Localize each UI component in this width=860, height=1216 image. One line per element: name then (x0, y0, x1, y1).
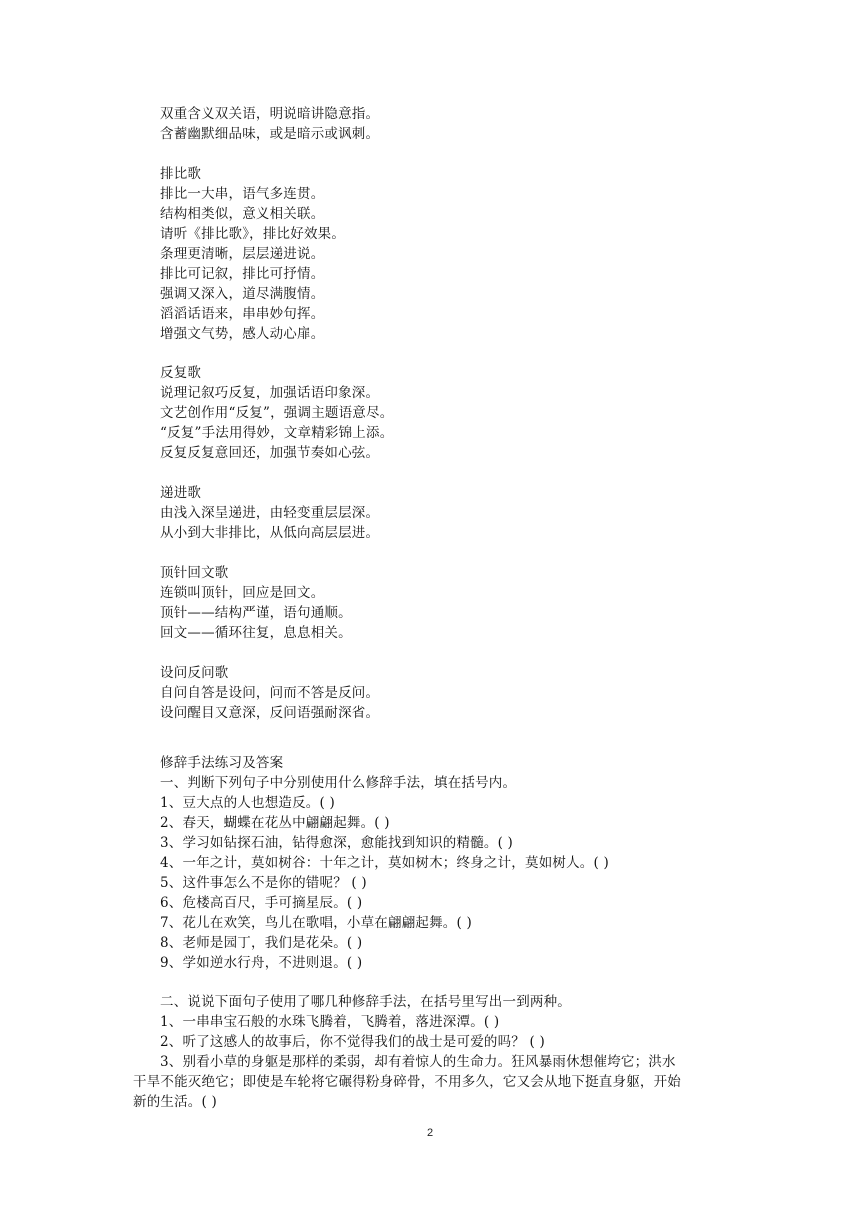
text-line: 从小到大非排比，从低向高层层进。 (160, 525, 380, 541)
section-question-song (160, 663, 760, 723)
exercise-part2 (160, 992, 760, 1052)
exercise-item: 2、春天，蝴蝶在花丛中翩翩起舞。( ) (160, 815, 390, 831)
text-line: 文艺创作用“反复”，强调主题语意尽。 (160, 405, 394, 421)
text-line: 说理记叙巧反复，加强话语印象深。 (160, 385, 380, 401)
text-line: 顶针——结构严谨，语句通顺。 (160, 605, 352, 621)
section-heading: 递进歌 (160, 485, 202, 501)
exercise-item: 2、听了这感人的故事后，你不觉得我们的战士是可爱的吗？ ( ) (160, 1034, 545, 1050)
section-anadiplosis-song (160, 563, 760, 643)
text-line: “反复”手法用得妙，文章精彩锦上添。 (160, 425, 394, 441)
text-line: 反复反复意回还，加强节奏如心弦。 (160, 445, 380, 461)
exercise-item: 6、危楼高百尺，手可摘星辰。( ) (160, 895, 363, 911)
text-line: 自问自答是设问，问而不答是反问。 (160, 685, 380, 701)
text-line: 设问醒目又意深，反问语强耐深省。 (160, 705, 380, 721)
section-heading: 反复歌 (160, 365, 202, 381)
exercise-item: 1、豆大点的人也想造反。( ) (160, 795, 335, 811)
exercise-item: 8、老师是园丁，我们是花朵。( ) (160, 935, 363, 951)
text-line: 增强文气势，感人动心扉。 (160, 326, 325, 342)
paragraph-line: 新的生活。( ) (133, 1094, 217, 1110)
section-pun-rhyme (160, 104, 760, 144)
exercise-item: 7、花儿在欢笑，鸟儿在歌唱，小草在翩翩起舞。( ) (160, 915, 472, 931)
text-line: 排比一大串，语气多连贯。 (160, 186, 325, 202)
part1-heading: 一、判断下列句子中分别使用什么修辞手法，填在括号内。 (160, 775, 517, 791)
exercise-title: 修辞手法练习及答案 (160, 755, 284, 771)
page-number: 2 (426, 1127, 434, 1139)
exercise-part1 (160, 753, 760, 973)
paragraph-line: 3、别看小草的身躯是那样的柔弱，却有着惊人的生命力。狂风暴雨休想催垮它；洪水 (160, 1054, 676, 1070)
text-line: 连锁叫顶针，回应是回文。 (160, 585, 325, 601)
text-line: 条理更清晰，层层递进说。 (160, 246, 325, 262)
exercise-item: 5、这件事怎么不是你的错呢？ ( ) (160, 875, 367, 891)
exercise-item-3 (133, 1052, 753, 1112)
text-line: 含蓄幽默细品味，或是暗示或讽刺。 (160, 126, 380, 142)
exercise-item: 1、一串串宝石般的水珠飞腾着，飞腾着，落进深潭。( ) (160, 1014, 500, 1030)
part2-heading: 二、说说下面句子使用了哪几种修辞手法，在括号里写出一到两种。 (160, 994, 571, 1010)
text-line: 强调又深入，道尽满腹情。 (160, 286, 325, 302)
section-climax-song (160, 483, 760, 543)
exercise-item: 9、学如逆水行舟，不进则退。( ) (160, 955, 363, 971)
text-line: 结构相类似，意义相关联。 (160, 206, 325, 222)
section-repetition-song (160, 363, 760, 463)
exercise-item: 4、一年之计，莫如树谷：十年之计，莫如树木；终身之计，莫如树人。( ) (160, 855, 609, 871)
paragraph-line: 干旱不能灭绝它；即使是车轮将它碾得粉身碎骨，不用多久，它又会从地下挺直身躯，开始 (133, 1074, 681, 1090)
text-line: 滔滔话语来，串串妙句挥。 (160, 306, 325, 322)
text-line: 请听《排比歌》，排比好效果。 (160, 226, 346, 242)
section-heading: 设问反问歌 (160, 665, 229, 681)
text-line: 由浅入深呈递进，由轻变重层层深。 (160, 505, 380, 521)
section-heading: 顶针回文歌 (160, 565, 229, 581)
text-line: 双重含义双关语，明说暗讲隐意指。 (160, 106, 380, 122)
section-parallelism-song (160, 164, 760, 344)
section-heading: 排比歌 (160, 166, 202, 182)
text-line: 排比可记叙，排比可抒情。 (160, 266, 325, 282)
exercise-item: 3、学习如钻探石油，钻得愈深，愈能找到知识的精髓。( ) (160, 835, 514, 851)
text-line: 回文——循环往复，息息相关。 (160, 625, 352, 641)
